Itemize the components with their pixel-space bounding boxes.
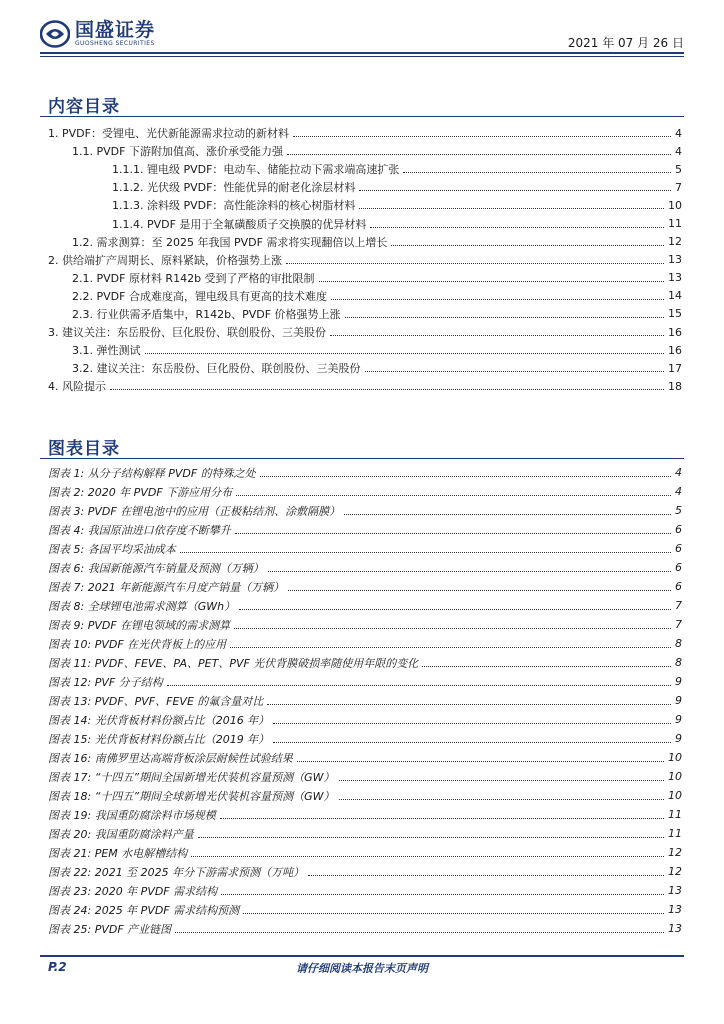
entry-page: 9 [675, 732, 682, 745]
entry-label: 图表 21: PEM 水电解槽结构 [48, 846, 188, 860]
entry-label: 图表 1: 从分子结构解释 PVDF 的特殊之处 [48, 466, 256, 480]
dot-leader [344, 513, 671, 515]
entry-label: 图表 18: “十四五”期间全球新增光伏装机容量预测（GW） [48, 789, 335, 803]
dot-leader [403, 171, 671, 173]
dot-leader [180, 551, 671, 553]
toc-entry[interactable] [48, 214, 682, 232]
dot-leader [191, 855, 664, 857]
dot-leader [319, 280, 664, 282]
figure-entry[interactable] [48, 672, 682, 691]
figure-entry[interactable] [48, 482, 682, 501]
entry-label: 图表 5: 各国平均采油成本 [48, 542, 176, 556]
figures-title: 图表目录 [48, 439, 120, 459]
toc-entry[interactable] [48, 287, 682, 305]
entry-page: 15 [668, 307, 682, 321]
entry-label: 1.1.3. 涂料级 PVDF：高性能涂料的核心树脂材料 [112, 199, 356, 213]
entry-page: 7 [675, 618, 682, 631]
figures-title-rule [40, 458, 684, 459]
figure-entry[interactable] [48, 463, 682, 482]
entry-label: 2. 供给端扩产周期长、原料紧缺，价格强势上涨 [48, 253, 282, 267]
dot-leader [235, 532, 671, 534]
entry-page: 7 [675, 599, 682, 612]
figure-entry[interactable] [48, 748, 682, 767]
entry-page: 9 [675, 694, 682, 707]
footer-divider [40, 955, 684, 957]
entry-page: 4 [675, 466, 682, 479]
dot-leader [268, 570, 671, 572]
toc-entry[interactable] [48, 178, 682, 196]
figure-entry[interactable] [48, 805, 682, 824]
entry-page: 10 [668, 770, 682, 783]
figure-entry[interactable] [48, 615, 682, 634]
entry-page: 10 [668, 198, 682, 212]
page-number: P.2 [48, 960, 67, 974]
dot-leader [236, 494, 671, 496]
dot-leader [239, 608, 671, 610]
toc-entry[interactable] [48, 323, 682, 341]
figure-entry[interactable] [48, 596, 682, 615]
entry-label: 图表 19: 我国重防腐涂料市场规模 [48, 808, 216, 822]
entry-label: 图表 17: “十四五”期间全国新增光伏装机容量预测（GW） [48, 770, 335, 784]
entry-page: 13 [668, 884, 682, 897]
dot-leader [286, 262, 664, 264]
entry-page: 10 [668, 751, 682, 764]
entry-label: 图表 11: PVDF、FEVE、PA、PET、PVF 光伏背膜破损率随使用年限的变化 [48, 656, 419, 670]
page-header [0, 0, 724, 56]
figure-entry[interactable] [48, 577, 682, 596]
entry-page: 8 [675, 637, 682, 650]
dot-leader [167, 684, 671, 686]
entry-label: 2.2. PVDF 合成难度高，锂电级具有更高的技术难度 [72, 289, 327, 303]
figure-entry[interactable] [48, 729, 682, 748]
entry-page: 4 [675, 126, 682, 140]
contents-title-rule [40, 116, 684, 117]
dot-leader [293, 135, 671, 137]
dot-leader [175, 931, 664, 933]
entry-page: 10 [668, 789, 682, 802]
dot-leader [330, 334, 664, 336]
dot-leader [221, 893, 664, 895]
dot-leader [234, 627, 671, 629]
entry-label: 图表 14: 光伏背板材料份额占比（2016 年） [48, 713, 270, 727]
figure-entry[interactable] [48, 653, 682, 672]
dot-leader [391, 244, 664, 246]
dot-leader [267, 703, 671, 705]
entry-page: 17 [668, 361, 682, 375]
entry-label: 图表 12: PVF 分子结构 [48, 675, 163, 689]
figure-entry[interactable] [48, 900, 682, 919]
toc-entry[interactable] [48, 269, 682, 287]
dot-leader [273, 722, 671, 724]
entry-page: 6 [675, 561, 682, 574]
dot-leader [359, 207, 664, 209]
entry-page: 4 [675, 144, 682, 158]
entry-label: 1.1. PVDF 下游附加值高、涨价承受能力强 [72, 145, 283, 159]
toc-entry[interactable] [48, 305, 682, 323]
dot-leader [308, 874, 664, 876]
dot-leader [370, 226, 664, 228]
toc-entry[interactable] [48, 233, 682, 251]
dot-leader [288, 589, 671, 591]
figure-entry[interactable] [48, 767, 682, 786]
dot-leader [145, 352, 665, 354]
dot-leader [359, 189, 671, 191]
entry-page: 16 [668, 343, 682, 357]
entry-label: 图表 8: 全球锂电池需求测算（GWh） [48, 599, 236, 613]
entry-page: 4 [675, 485, 682, 498]
entry-label: 图表 9: PVDF 在锂电领域的需求测算 [48, 618, 231, 632]
entry-page: 13 [668, 922, 682, 935]
figure-entry[interactable] [48, 881, 682, 900]
entry-label: 3.2. 建议关注：东岳股份、巨化股份、联创股份、三美股份 [72, 362, 361, 376]
entry-label: 图表 6: 我国新能源汽车销量及预测（万辆） [48, 561, 264, 575]
entry-label: 图表 25: PVDF 产业链图 [48, 922, 172, 936]
entry-page: 6 [675, 580, 682, 593]
entry-label: 1.1.4. PVDF 是用于全氟磺酸质子交换膜的优异材料 [112, 217, 367, 231]
entry-label: 图表 16: 南佛罗里达高端背板涂层耐候性试验结果 [48, 751, 293, 765]
entry-label: 图表 3: PVDF 在锂电池中的应用（正极粘结剂、涂敷隔膜） [48, 504, 341, 518]
dot-leader [345, 316, 664, 318]
toc-entry[interactable] [48, 251, 682, 269]
toc-entry[interactable] [48, 341, 682, 359]
contents-list [48, 124, 682, 395]
dot-leader [110, 388, 664, 390]
entry-label: 图表 15: 光伏背板材料份额占比（2019 年） [48, 732, 270, 746]
entry-page: 13 [668, 253, 682, 267]
entry-page: 9 [675, 675, 682, 688]
entry-label: 1.2. 需求测算：至 2025 年我国 PVDF 需求将实现翻倍以上增长 [72, 235, 388, 249]
entry-page: 5 [675, 504, 682, 517]
dot-leader [273, 741, 671, 743]
dot-leader [422, 665, 671, 667]
header-divider [40, 52, 684, 54]
dot-leader [198, 836, 664, 838]
entry-label: 1.1.2. 光伏级 PVDF：性能优异的耐老化涂层材料 [112, 181, 356, 195]
entry-label: 图表 13: PVDF、PVF、FEVE 的氟含量对比 [48, 694, 264, 708]
entry-page: 13 [668, 903, 682, 916]
report-date: 2021 年 07 月 26 日 [567, 36, 684, 50]
figure-entry[interactable] [48, 710, 682, 729]
logo-emblem-icon [40, 20, 70, 48]
entry-label: 图表 2: 2020 年 PVDF 下游应用分布 [48, 485, 233, 499]
figure-entry[interactable] [48, 691, 682, 710]
figure-entry[interactable] [48, 539, 682, 558]
toc-entry[interactable] [48, 359, 682, 377]
toc-entry[interactable] [48, 160, 682, 178]
dot-leader [260, 475, 671, 477]
dot-leader [220, 817, 664, 819]
dot-leader [365, 370, 665, 372]
dot-leader [230, 646, 671, 648]
dot-leader [243, 912, 664, 914]
figure-entry[interactable] [48, 558, 682, 577]
dot-leader [339, 779, 665, 781]
toc-entry[interactable] [48, 377, 682, 395]
entry-page: 18 [668, 379, 682, 393]
entry-page: 12 [668, 235, 682, 249]
dot-leader [339, 798, 665, 800]
entry-label: 图表 7: 2021 年新能源汽车月度产销量（万辆） [48, 580, 285, 594]
entry-label: 4. 风险提示 [48, 380, 106, 394]
logo-text: 国盛证券 [75, 19, 156, 41]
figure-entry[interactable] [48, 843, 682, 862]
entry-label: 图表 23: 2020 年 PVDF 需求结构 [48, 884, 218, 898]
dot-leader [331, 298, 664, 300]
toc-entry[interactable] [48, 196, 682, 214]
entry-page: 12 [668, 846, 682, 859]
entry-page: 12 [668, 865, 682, 878]
entry-label: 图表 4: 我国原油进口依存度不断攀升 [48, 523, 231, 537]
figure-entry[interactable] [48, 824, 682, 843]
entry-page: 14 [668, 289, 682, 303]
company-logo [40, 20, 155, 48]
entry-page: 6 [675, 523, 682, 536]
entry-page: 8 [675, 656, 682, 669]
entry-page: 9 [675, 713, 682, 726]
entry-page: 5 [675, 162, 682, 176]
figures-list [48, 463, 682, 938]
entry-page: 6 [675, 542, 682, 555]
figure-entry[interactable] [48, 634, 682, 653]
entry-page: 11 [668, 217, 682, 231]
dot-leader [297, 760, 664, 762]
entry-label: 图表 20: 我国重防腐涂料产量 [48, 827, 194, 841]
entry-label: 图表 22: 2021 至 2025 年分下游需求预测（万吨） [48, 865, 305, 879]
figure-entry[interactable] [48, 501, 682, 520]
entry-page: 13 [668, 271, 682, 285]
entry-label: 3. 建议关注：东岳股份、巨化股份、联创股份、三美股份 [48, 326, 326, 340]
logo-subtext: GUOSHENG SECURITIES [75, 40, 155, 47]
entry-page: 7 [675, 180, 682, 194]
entry-label: 3.1. 弹性测试 [72, 344, 141, 358]
figure-entry[interactable] [48, 862, 682, 881]
entry-label: 2.1. PVDF 原材料 R142b 受到了严格的审批限制 [72, 271, 315, 285]
header-divider-thin [40, 56, 684, 57]
contents-title: 内容目录 [48, 97, 120, 117]
entry-page: 16 [668, 325, 682, 339]
entry-label: 1.1.1. 锂电级 PVDF：电动车、储能拉动下需求端高速扩张 [112, 163, 400, 177]
figure-entry[interactable] [48, 919, 682, 938]
toc-entry[interactable] [48, 142, 682, 160]
figure-entry[interactable] [48, 520, 682, 539]
dot-leader [287, 153, 671, 155]
entry-label: 2.3. 行业供需矛盾集中，R142b、PVDF 价格强势上涨 [72, 307, 341, 321]
toc-entry[interactable] [48, 124, 682, 142]
entry-label: 1. PVDF：受锂电、光伏新能源需求拉动的新材料 [48, 127, 289, 141]
entry-page: 11 [668, 827, 682, 840]
entry-label: 图表 10: PVDF 在光伏背板上的应用 [48, 637, 227, 651]
footer-disclaimer: 请仔细阅读本报告末页声明 [296, 962, 428, 975]
entry-page: 11 [668, 808, 682, 821]
entry-label: 图表 24: 2025 年 PVDF 需求结构预测 [48, 903, 240, 917]
figure-entry[interactable] [48, 786, 682, 805]
